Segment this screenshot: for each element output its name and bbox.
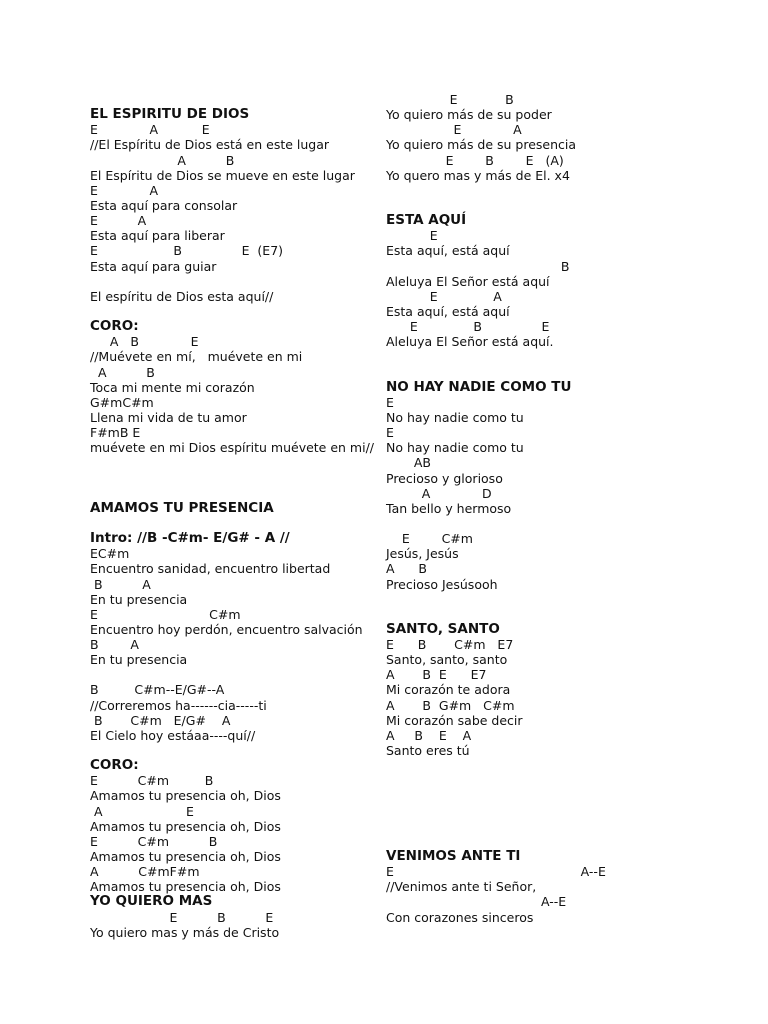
lyric-line: Esta aquí para consolar <box>90 197 238 213</box>
lyric-line: Amamos tu presencia oh, Dios <box>90 849 281 865</box>
lyric-line: El Espíritu de Dios se mueve en este lugar <box>90 167 355 183</box>
lyric-line: Precioso y glorioso <box>386 470 503 486</box>
blank-line <box>90 92 380 107</box>
blank-line <box>90 743 380 758</box>
blank-line <box>386 607 596 622</box>
chord-line: B C#m--E/G#--A <box>90 682 225 698</box>
blank-line <box>386 365 596 380</box>
chord-line: E A--E <box>386 864 606 880</box>
blank-line <box>386 516 596 531</box>
chord-line: E A <box>90 182 159 198</box>
blank-line <box>386 819 596 834</box>
chord-line: E B E (E7) <box>90 243 284 259</box>
chord-line: E B E <box>386 319 550 335</box>
chord-line: E C#m <box>90 606 241 622</box>
chord-line: A E <box>90 803 194 819</box>
lyric-line: Santo, santo, santo <box>386 652 508 668</box>
chord-line: A C#mF#m <box>90 864 200 880</box>
chord-line: B C#m E/G# A <box>90 712 231 728</box>
lyric-line: Amamos tu presencia oh, Dios <box>90 879 281 895</box>
blank-line <box>90 304 380 319</box>
chord-line: G#mC#m <box>90 394 154 410</box>
lyric-line: En tu presencia <box>90 591 188 607</box>
lyric-line: El espíritu de Dios esta aquí// <box>90 288 274 304</box>
blank-line <box>386 183 596 198</box>
blank-line <box>90 667 380 682</box>
lyric-line: Aleluya El Señor está aquí. <box>386 334 554 350</box>
lyric-line: Esta aquí para liberar <box>90 228 225 244</box>
lyric-line: //Venimos ante ti Señor, <box>386 879 537 895</box>
right-column <box>386 92 606 925</box>
lyric-line: Precioso Jesúsooh <box>386 576 498 592</box>
lyric-line: Con corazones sinceros <box>386 909 534 925</box>
chord-line: A D <box>386 485 492 501</box>
chord-line: E <box>386 228 438 244</box>
chord-line: E B C#m E7 <box>386 637 514 653</box>
blank-line <box>386 198 596 213</box>
chord-line: A B E <box>90 334 199 350</box>
blank-line <box>90 471 380 486</box>
lyric-line: Esta aquí, está aquí <box>386 303 510 319</box>
chord-line: A B <box>90 364 155 380</box>
lyric-line: En tu presencia <box>90 652 188 668</box>
chord-line: E A <box>386 288 502 304</box>
lyric-line: Mi corazón sabe decir <box>386 712 523 728</box>
lyric-line: Yo quiero mas y más de Cristo <box>90 924 280 940</box>
song-title: SANTO, SANTO <box>386 620 500 637</box>
lyric-line: Encuentro sanidad, encuentro libertad <box>90 561 331 577</box>
lyric-line: Yo quero mas y más de El. x4 <box>386 167 570 183</box>
chord-line: E B E <box>90 909 274 925</box>
lyric-line: Mi corazón te adora <box>386 682 511 698</box>
blank-line <box>90 486 380 501</box>
blank-line <box>386 834 596 849</box>
chord-line: EC#m <box>90 546 130 562</box>
section-label: Intro: //B -C#m- E/G# - A // <box>90 530 290 547</box>
lyric-line: El Cielo hoy estáaa----quí// <box>90 727 256 743</box>
song-title: ESTA AQUÍ <box>386 212 467 229</box>
lyric-line: Encuentro hoy perdón, encuentro salvación <box>90 621 363 637</box>
section-label: CORO: <box>90 318 139 335</box>
lyric-line: Santo eres tú <box>386 743 470 759</box>
chord-line: E B <box>386 92 514 107</box>
blank-line <box>90 455 380 470</box>
chord-line: AB <box>386 455 431 471</box>
chord-line: A B E E7 <box>386 667 487 683</box>
lyric-line: Tan bello y hermoso <box>386 500 512 516</box>
chord-line: B A <box>90 637 139 653</box>
left-column <box>90 92 380 940</box>
song-title: VENIMOS ANTE TI <box>386 848 521 865</box>
chord-line: E A <box>386 122 522 138</box>
chord-line: E A E <box>90 122 210 138</box>
blank-line <box>386 592 596 607</box>
chord-line: E B E (A) <box>386 152 564 168</box>
blank-line <box>90 516 380 531</box>
blank-line <box>386 773 596 788</box>
blank-line <box>386 349 596 364</box>
song-title: NO HAY NADIE COMO TU <box>386 378 572 395</box>
lyric-line: Yo quiero más de su poder <box>386 107 552 123</box>
blank-line <box>386 804 596 819</box>
chord-line: A B G#m C#m <box>386 697 515 713</box>
lyric-line: Jesús, Jesús <box>386 546 459 562</box>
blank-line <box>386 758 596 773</box>
chord-line: B A <box>90 576 151 592</box>
chord-line: E A <box>90 213 147 229</box>
chord-line: E <box>386 425 394 441</box>
chord-line: E <box>386 394 394 410</box>
song-title: AMAMOS TU PRESENCIA <box>90 499 274 516</box>
lyric-line: Esta aquí, está aquí <box>386 243 510 259</box>
lyric-line: Esta aquí para guiar <box>90 258 217 274</box>
song-title: EL ESPIRITU DE DIOS <box>90 106 250 123</box>
blank-line <box>386 788 596 803</box>
song-title: YO QUIERO MAS <box>90 893 213 910</box>
lyric-line: Toca mi mente mi corazón <box>90 379 255 395</box>
chord-line: A B <box>90 152 235 168</box>
chord-line: A B E A <box>386 727 472 743</box>
lyric-line: Amamos tu presencia oh, Dios <box>90 818 281 834</box>
lyric-line: //El Espíritu de Dios está en este lugar <box>90 137 330 153</box>
lyric-line: Yo quiero más de su presencia <box>386 137 577 153</box>
chord-line: E C#m <box>386 531 473 547</box>
chord-line: A B <box>386 561 427 577</box>
lyric-line: No hay nadie como tu <box>386 440 524 456</box>
blank-line <box>90 274 380 289</box>
section-label: CORO: <box>90 757 139 774</box>
lyric-line: Llena mi vida de tu amor <box>90 409 247 425</box>
chord-line: E C#m B <box>90 833 218 849</box>
lyric-line: //Correremos ha------cia-----ti <box>90 697 267 713</box>
chord-line: F#mB E <box>90 425 141 441</box>
chord-line: E C#m B <box>90 773 214 789</box>
lyric-line: muévete en mi Dios espíritu muévete en mi// <box>90 440 375 456</box>
lyric-line: //Muévete en mí, muévete en mi <box>90 349 303 365</box>
lyric-line: No hay nadie como tu <box>386 409 524 425</box>
chord-line: A--E <box>386 894 567 910</box>
chord-line: B <box>386 258 570 274</box>
lyric-line: Aleluya El Señor está aquí <box>386 273 550 289</box>
lyric-line: Amamos tu presencia oh, Dios <box>90 788 281 804</box>
